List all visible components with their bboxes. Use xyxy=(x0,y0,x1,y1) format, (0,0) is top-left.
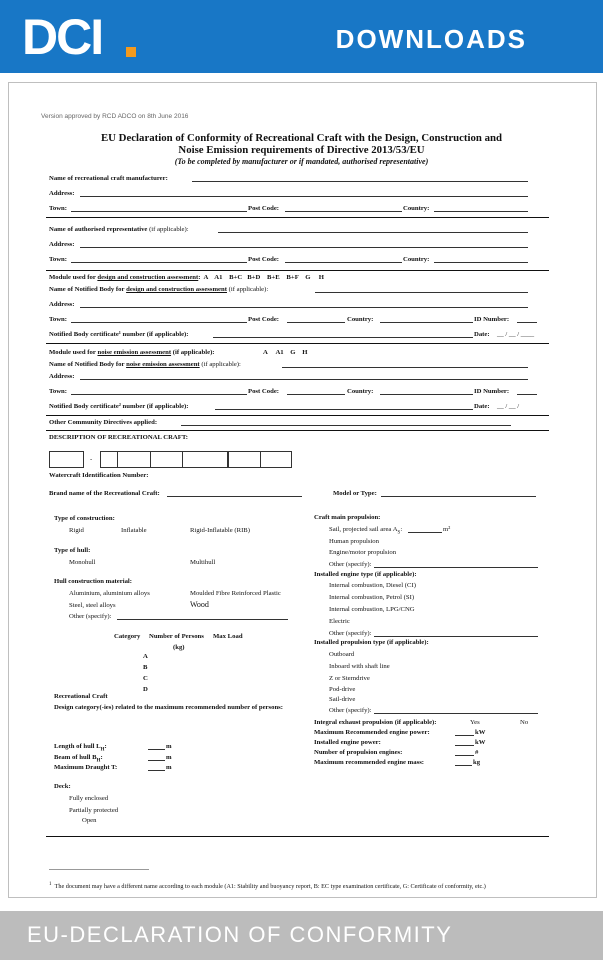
prop-inboard[interactable]: Inboard with shaft line xyxy=(329,663,390,670)
engine-other-label: Other (specify): xyxy=(329,630,372,637)
noise-nb-id-label: ID Number: xyxy=(474,388,510,395)
propulsion-other-field[interactable] xyxy=(374,567,538,568)
max-load-unit: (kg) xyxy=(173,644,185,651)
hull-length-label: Length of hull $L_H$: xyxy=(54,743,107,753)
engine-electric[interactable]: Electric xyxy=(329,618,350,625)
footnote: $^1$ The document may have a different name according to each module (A1: Stability and buoyancy report, B: EC type examination certificate, G: Certificate of conformity, etc.) xyxy=(49,882,486,891)
manufacturer-name-label: Name of recreational craft manufacturer: xyxy=(49,175,168,182)
sail-area-field[interactable] xyxy=(408,532,442,533)
dci-logo[interactable]: DCI xyxy=(22,9,103,65)
integral-exhaust-label: Integral exhaust propulsion (if applicable): xyxy=(314,719,437,726)
hull-beam-label: Beam of hull $B_H$: xyxy=(54,754,103,764)
max-mass-label: Maximum recommended engine mass: xyxy=(314,759,425,766)
max-power-field[interactable] xyxy=(455,735,474,736)
logo-dot-icon xyxy=(126,47,136,57)
hull-type-title: Type of hull: xyxy=(54,547,91,554)
design-nb-postcode-label: Post Code: xyxy=(248,316,280,323)
category-c[interactable]: C xyxy=(143,675,148,682)
noise-module-line: Module used for noise emission assessment (if applicable): xyxy=(49,349,215,356)
prop-other-field[interactable] xyxy=(374,713,538,714)
footer-title: EU-DECLARATION OF CONFORMITY xyxy=(27,922,453,947)
material-wood[interactable]: Wood xyxy=(190,600,209,609)
section-divider xyxy=(46,415,549,416)
construction-rigid[interactable]: Rigid xyxy=(69,527,84,534)
design-nb-country-label: Country: xyxy=(347,316,374,323)
manufacturer-town-field[interactable] xyxy=(71,211,247,212)
design-nb-country-field[interactable] xyxy=(380,322,473,323)
other-directives-label: Other Community Directives applied: xyxy=(49,419,158,426)
manufacturer-address-label: Address: xyxy=(49,190,75,197)
max-power-label: Maximum Recommended engine power: xyxy=(314,729,430,736)
hull-length-field[interactable] xyxy=(148,749,165,750)
representative-country-field[interactable] xyxy=(434,262,528,263)
representative-address-field[interactable] xyxy=(80,247,528,248)
engine-type-title: Installed engine type (if applicable): xyxy=(314,571,417,578)
noise-nb-town-field[interactable] xyxy=(71,394,247,395)
model-field[interactable] xyxy=(381,496,536,497)
section-divider xyxy=(46,430,549,431)
win-label: Watercraft Identification Number: xyxy=(49,472,149,479)
material-aluminium[interactable]: Aluminium, aluminium alloys xyxy=(69,590,150,597)
draught-label: Maximum Draught T: xyxy=(54,764,118,771)
noise-date-label: Date: xyxy=(474,403,490,410)
propulsion-type-title: Installed propulsion type (if applicable): xyxy=(314,639,429,646)
model-label: Model or Type: xyxy=(333,490,377,497)
prop-sterndrive[interactable]: Z or Sterndrive xyxy=(329,675,370,682)
propulsion-title: Craft main propulsion: xyxy=(314,514,381,521)
representative-name-label: Name of authorised representative (if applicable): xyxy=(49,226,189,233)
representative-postcode-field[interactable] xyxy=(285,262,402,263)
engine-petrol[interactable]: Internal combustion, Petrol (SI) xyxy=(329,594,415,601)
section-divider xyxy=(46,217,549,218)
installed-power-label: Installed engine power: xyxy=(314,739,381,746)
design-date-label: Date: xyxy=(474,331,490,338)
category-d[interactable]: D xyxy=(143,686,148,693)
num-engines-field[interactable] xyxy=(455,755,474,756)
representative-postcode-label: Post Code: xyxy=(248,256,280,263)
win-box-separator xyxy=(150,451,151,467)
max-power-unit: kW xyxy=(475,729,486,736)
propulsion-human[interactable]: Human propulsion xyxy=(329,538,379,545)
hull-monohull[interactable]: Monohull xyxy=(69,559,96,566)
deck-open[interactable]: Open xyxy=(82,817,97,824)
design-cert-field[interactable] xyxy=(213,337,473,338)
design-nb-town-field[interactable] xyxy=(71,322,247,323)
design-nb-id-label: ID Number: xyxy=(474,316,510,323)
noise-nb-name-field[interactable] xyxy=(282,367,528,368)
prop-sail-drive[interactable]: Sail-drive xyxy=(329,696,356,703)
hull-length-unit: m xyxy=(166,743,172,750)
version-note: Version approved by RCD ADCO on 8th June 2016 xyxy=(41,113,189,120)
category-header: Category xyxy=(114,633,141,640)
manufacturer-country-field[interactable] xyxy=(434,211,528,212)
draught-unit: m xyxy=(166,764,172,771)
section-divider xyxy=(46,343,549,344)
installed-power-unit: kW xyxy=(475,739,486,746)
doc-subtitle: (To be completed by manufacturer or if mandated, authorised representative) xyxy=(174,157,429,166)
noise-nb-name-label: Name of Notified Body for noise emission assessment (if applicable): xyxy=(49,361,241,368)
manufacturer-town-label: Town: xyxy=(49,205,67,212)
category-b[interactable]: B xyxy=(143,664,148,671)
noise-nb-postcode-field[interactable] xyxy=(287,394,345,395)
material-other-label: Other (specify): xyxy=(69,613,112,620)
design-category-line2: Design category(-ies) related to the maximum recommended number of persons: xyxy=(54,704,284,711)
prop-other-label: Other (specify): xyxy=(329,707,372,714)
draught-field[interactable] xyxy=(148,770,165,771)
construction-inflatable[interactable]: Inflatable xyxy=(121,527,147,534)
design-category-line1: Recreational Craft xyxy=(54,693,108,700)
num-engines-unit: # xyxy=(475,749,479,756)
prop-outboard[interactable]: Outboard xyxy=(329,651,355,658)
noise-nb-country-field[interactable] xyxy=(380,394,473,395)
win-box-separator xyxy=(260,451,261,467)
design-module-line: Module used for design and construction assessment: A A1 B+C B+D B+E B+F G H xyxy=(49,274,324,281)
brand-name-label: Brand name of the Recreational Craft: xyxy=(49,490,160,497)
win-box-separator xyxy=(182,451,183,467)
noise-nb-address-label: Address: xyxy=(49,373,75,380)
installed-power-field[interactable] xyxy=(455,745,474,746)
noise-nb-address-field[interactable] xyxy=(80,379,528,380)
integral-exhaust-yes[interactable]: Yes xyxy=(470,719,480,726)
construction-rib[interactable]: Rigid-Inflatable (RIB) xyxy=(190,527,250,534)
noise-date-field[interactable]: __ / __ / xyxy=(497,403,520,410)
representative-address-label: Address: xyxy=(49,241,75,248)
hull-beam-field[interactable] xyxy=(148,760,165,761)
design-nb-address-field[interactable] xyxy=(80,307,528,308)
sail-area-unit: m² xyxy=(443,526,451,533)
representative-town-label: Town: xyxy=(49,256,67,263)
noise-nb-town-label: Town: xyxy=(49,388,67,395)
footer-bar xyxy=(0,911,603,960)
prop-pod-drive[interactable]: Pod-drive xyxy=(329,686,356,693)
noise-nb-country-label: Country: xyxy=(347,388,374,395)
design-cert-label: Notified Body certificate¹ number (if applicable): xyxy=(49,331,189,338)
design-nb-address-label: Address: xyxy=(49,301,75,308)
num-engines-label: Number of propulsion engines: xyxy=(314,749,403,756)
propulsion-other-label: Other (specify): xyxy=(329,561,372,568)
hull-multihull[interactable]: Multihull xyxy=(190,559,216,566)
representative-town-field[interactable] xyxy=(71,262,247,263)
propulsion-engine[interactable]: Engine/motor propulsion xyxy=(329,549,397,556)
propulsion-sail[interactable]: Sail, projected sail area $A_S$: xyxy=(329,526,403,536)
noise-nb-id-field[interactable] xyxy=(517,394,537,395)
manufacturer-postcode-field[interactable] xyxy=(285,211,402,212)
category-a[interactable]: A xyxy=(143,653,148,660)
hull-beam-unit: m xyxy=(166,754,172,761)
deck-title: Deck: xyxy=(54,783,71,790)
construction-title: Type of construction: xyxy=(54,515,115,522)
manufacturer-name-field[interactable] xyxy=(192,181,528,182)
persons-header: Number of Persons xyxy=(149,633,204,640)
design-nb-id-field[interactable] xyxy=(517,322,537,323)
win-box-manufacturer-code[interactable] xyxy=(49,451,84,468)
description-heading: DESCRIPTION OF RECREATIONAL CRAFT: xyxy=(49,434,189,441)
manufacturer-address-field[interactable] xyxy=(80,196,528,197)
design-nb-name-field[interactable] xyxy=(315,292,528,293)
design-date-field[interactable]: __ / __ / ____ xyxy=(497,331,535,338)
engine-diesel[interactable]: Internal combustion, Diesel (CI) xyxy=(329,582,416,589)
manufacturer-postcode-label: Post Code: xyxy=(248,205,280,212)
footnote-divider xyxy=(49,869,149,870)
header-bar xyxy=(0,0,603,73)
noise-module-options: A A1 G H xyxy=(263,349,308,356)
doc-title-line1: EU Declaration of Conformity of Recreational Craft with the Design, Construction and xyxy=(100,132,503,144)
representative-name-field[interactable] xyxy=(218,232,528,233)
win-dash: - xyxy=(90,456,93,463)
doc-title-line2: Noise Emission requirements of Directive 2013/53/EU xyxy=(178,144,425,156)
design-nb-postcode-field[interactable] xyxy=(287,322,345,323)
material-steel[interactable]: Steel, steel alloys xyxy=(69,602,116,609)
win-box-separator xyxy=(117,451,118,467)
representative-country-label: Country: xyxy=(403,256,430,263)
max-mass-unit: kg xyxy=(473,759,481,766)
deck-partially-protected[interactable]: Partially protected xyxy=(69,807,119,814)
brand-name-field[interactable] xyxy=(167,496,302,497)
win-box-serial[interactable] xyxy=(100,451,228,468)
max-load-header: Max Load xyxy=(213,633,243,640)
integral-exhaust-no[interactable]: No xyxy=(520,719,529,726)
noise-cert-field[interactable] xyxy=(215,409,473,410)
deck-fully-enclosed[interactable]: Fully enclosed xyxy=(69,795,109,802)
material-frp[interactable]: Moulded Fibre Reinforced Plastic xyxy=(190,590,281,597)
noise-cert-label: Notified Body certificate² number (if applicable): xyxy=(49,403,189,410)
engine-other-field[interactable] xyxy=(374,636,538,637)
manufacturer-country-label: Country: xyxy=(403,205,430,212)
material-other-field[interactable] xyxy=(117,619,288,620)
section-divider xyxy=(46,270,549,271)
max-mass-field[interactable] xyxy=(455,765,472,766)
other-directives-field[interactable] xyxy=(181,425,511,426)
engine-lpg[interactable]: Internal combustion, LPG/CNG xyxy=(329,606,415,613)
material-title: Hull construction material: xyxy=(54,578,133,585)
downloads-title: DOWNLOADS xyxy=(335,24,527,54)
noise-nb-postcode-label: Post Code: xyxy=(248,388,280,395)
section-divider xyxy=(46,836,549,837)
design-nb-town-label: Town: xyxy=(49,316,67,323)
design-nb-name-label: Name of Notified Body for design and construction assessment (if applicable): xyxy=(49,286,269,293)
